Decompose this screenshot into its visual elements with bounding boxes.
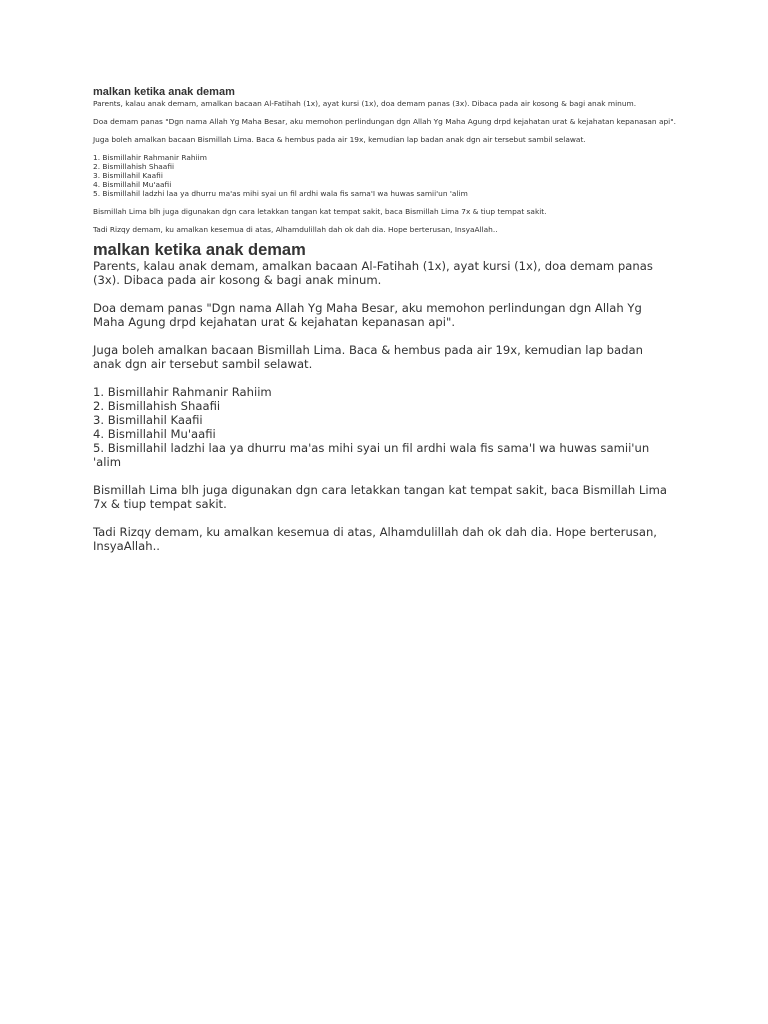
small-list-item: 4. Bismillahil Mu'aafii [93, 180, 172, 189]
small-bismillah-list [93, 153, 683, 198]
small-paragraph-intro: Parents, kalau anak demam, amalkan bacaan Al-Fatihah (1x), ayat kursi (1x), doa demam panas (3x). Dibaca pada air kosong & bagi anak minum. [93, 99, 637, 108]
small-text-post [93, 86, 683, 243]
large-list-item: 5. Bismillahil ladzhi laa ya dhurru ma'as mihi syai un fil ardhi wala fis sama'I wa huwas samii'un 'alim [93, 441, 650, 469]
large-text-post [93, 241, 668, 567]
small-list-item: 2. Bismillahish Shaafii [93, 162, 175, 171]
small-paragraph-testimony: Tadi Rizqy demam, ku amalkan kesemua di atas, Alhamdulillah dah ok dah dia. Hope berterusan, InsyaAllah.. [93, 225, 498, 234]
large-list-item: 1. Bismillahir Rahmanir Rahiim [93, 385, 272, 399]
large-paragraph-testimony: Tadi Rizqy demam, ku amalkan kesemua di atas, Alhamdulillah dah ok dah dia. Hope berterusan, InsyaAllah.. [93, 525, 657, 553]
large-paragraph-doa: Doa demam panas "Dgn nama Allah Yg Maha Besar, aku memohon perlindungan dgn Allah Yg Maha Agung drpd kejahatan urat & kejahatan kepanasan api". [93, 301, 642, 329]
small-post-title: malkan ketika anak demam [93, 86, 235, 98]
large-list-item: 4. Bismillahil Mu'aafii [93, 427, 216, 441]
small-paragraph-usage: Bismillah Lima blh juga digunakan dgn cara letakkan tangan kat tempat sakit, baca Bismillah Lima 7x & tiup tempat sakit. [93, 207, 547, 216]
large-list-item: 2. Bismillahish Shaafii [93, 399, 221, 413]
large-list-item: 3. Bismillahil Kaafii [93, 413, 203, 427]
small-paragraph-bismillah-lima: Juga boleh amalkan bacaan Bismillah Lima. Baca & hembus pada air 19x, kemudian lap badan anak dgn air tersebut sambil selawat. [93, 135, 586, 144]
large-bismillah-list [93, 385, 668, 469]
large-post-title: malkan ketika anak demam [93, 241, 306, 259]
large-paragraph-intro: Parents, kalau anak demam, amalkan bacaan Al-Fatihah (1x), ayat kursi (1x), doa demam panas (3x). Dibaca pada air kosong & bagi anak minum. [93, 259, 653, 287]
small-list-item: 1. Bismillahir Rahmanir Rahiim [93, 153, 207, 162]
small-paragraph-doa: Doa demam panas "Dgn nama Allah Yg Maha Besar, aku memohon perlindungan dgn Allah Yg Maha Agung drpd kejahatan urat & kejahatan kepanasan api". [93, 117, 676, 126]
large-paragraph-bismillah-lima: Juga boleh amalkan bacaan Bismillah Lima. Baca & hembus pada air 19x, kemudian lap badan anak dgn air tersebut sambil selawat. [93, 343, 643, 371]
large-paragraph-usage: Bismillah Lima blh juga digunakan dgn cara letakkan tangan kat tempat sakit, baca Bismillah Lima 7x & tiup tempat sakit. [93, 483, 667, 511]
small-list-item: 3. Bismillahil Kaafii [93, 171, 163, 180]
small-list-item: 5. Bismillahil ladzhi laa ya dhurru ma'as mihi syai un fil ardhi wala fis sama'I wa huwas samii'un 'alim [93, 189, 468, 198]
